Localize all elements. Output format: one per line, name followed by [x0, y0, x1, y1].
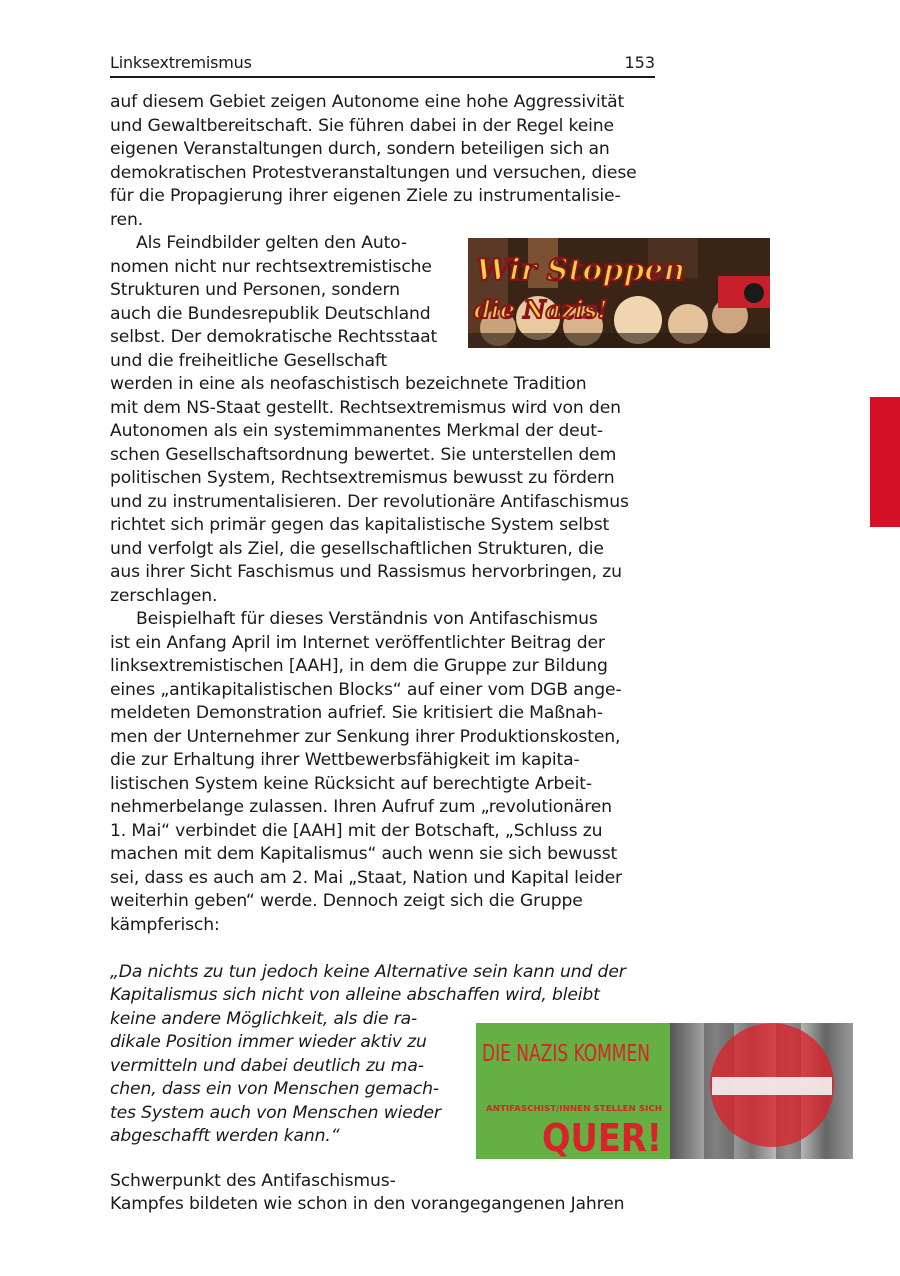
page-number: 153 — [624, 53, 655, 72]
text-line: eigenen Veranstaltungen durch, sondern beteiligen sich an — [110, 139, 610, 159]
quote-line: dikale Position immer wieder aktiv zu — [110, 1032, 427, 1052]
text-line: aus ihrer Sicht Faschismus und Rassismus hervorbringen, zu — [110, 562, 622, 582]
quote-line: chen, dass ein von Menschen gemach- — [110, 1079, 439, 1099]
poster-big-word: QUER! — [542, 1116, 662, 1159]
text-line: richtet sich primär gegen das kapitalistische System selbst — [110, 515, 610, 535]
text-line: zerschlagen. — [110, 586, 218, 606]
cartoon-banner-image — [468, 238, 770, 348]
text-line: men der Unternehmer zur Senkung ihrer Produktionskosten, — [110, 727, 621, 747]
text-line: Als Feindbilder gelten den Auto- — [136, 233, 407, 253]
text-line: Kampfes bildeten wie schon in den vorangegangenen Jahren — [110, 1194, 625, 1214]
poster-small-line: ANTIFASCHIST/INNEN STELLEN SICH — [486, 1104, 662, 1113]
text-line: demokratischen Protestveranstaltungen und versuchen, diese — [110, 163, 637, 183]
text-line: nehmerbelange zulassen. Ihren Aufruf zum „revolutionären — [110, 797, 612, 817]
text-line: mit dem NS-Staat gestellt. Rechtsextremismus wird von den — [110, 398, 621, 418]
text-line: und die freiheitliche Gesellschaft — [110, 351, 388, 371]
quote-line: „Da nichts zu tun jedoch keine Alternative sein kann und der — [110, 962, 626, 982]
quote-line: keine andere Möglichkeit, als die ra- — [110, 1009, 418, 1029]
text-line: linksextremistischen [AAH], in dem die Gruppe zur Bildung — [110, 656, 608, 676]
text-line: machen mit dem Kapitalismus“ auch wenn sie sich bewusst — [110, 844, 618, 864]
text-line: selbst. Der demokratische Rechtsstaat — [110, 327, 438, 347]
text-line: und zu instrumentalisieren. Der revolutionäre Antifaschismus — [110, 492, 629, 512]
header-rule — [110, 76, 655, 78]
quote-line: vermitteln und dabei deutlich zu ma- — [110, 1056, 424, 1076]
text-line: Strukturen und Personen, sondern — [110, 280, 400, 300]
poster-headline: DIE NAZIS KOMMEN — [482, 1041, 650, 1067]
quote-line: Kapitalismus sich nicht von alleine abschaffen wird, bleibt — [110, 985, 600, 1005]
text-line: auch die Bundesrepublik Deutschland — [110, 304, 431, 324]
banner-text-line1: Wir Stoppen — [476, 253, 686, 288]
text-line: sei, dass es auch am 2. Mai „Staat, Nation und Kapital leider — [110, 868, 622, 888]
quote-line: tes System auch von Menschen wieder — [110, 1103, 441, 1123]
quote-line: abgeschafft werden kann.“ — [110, 1126, 340, 1146]
banner-text-line2: die Nazis! — [474, 295, 608, 324]
text-line: Beispielhaft für dieses Verständnis von Antifaschismus — [136, 609, 598, 629]
text-line: weiterhin geben“ werde. Dennoch zeigt sich die Gruppe — [110, 891, 583, 911]
text-line: Autonomen als ein systemimmanentes Merkmal der deut- — [110, 421, 603, 441]
text-line: eines „antikapitalistischen Blocks“ auf einer vom DGB ange- — [110, 680, 622, 700]
cartoon-illustration — [468, 238, 770, 348]
quer-poster-image — [476, 1023, 853, 1159]
text-line: nomen nicht nur rechtsextremistische — [110, 257, 432, 277]
text-line: 1. Mai“ verbindet die [AAH] mit der Botschaft, „Schluss zu — [110, 821, 603, 841]
text-line: werden in eine als neofaschistisch bezeichnete Tradition — [110, 374, 587, 394]
text-line: schen Gesellschaftsordnung bewertet. Sie unterstellen dem — [110, 445, 617, 465]
text-line: auf diesem Gebiet zeigen Autonome eine hohe Aggressivität — [110, 92, 625, 112]
text-line: ist ein Anfang April im Internet veröffentlichter Beitrag der — [110, 633, 605, 653]
text-line: kämpferisch: — [110, 915, 220, 935]
text-line: politischen System, Rechtsextremismus bewusst zu fördern — [110, 468, 615, 488]
text-line: ren. — [110, 210, 144, 230]
text-line: die zur Erhaltung ihrer Wettbewerbsfähigkeit im kapita- — [110, 750, 580, 770]
text-line: für die Propagierung ihrer eigenen Ziele zu instrumentalisie- — [110, 186, 621, 206]
section-tab-marker — [870, 397, 900, 527]
text-line: listischen System keine Rücksicht auf berechtigte Arbeit- — [110, 774, 592, 794]
poster-graphics — [476, 1023, 853, 1159]
text-line: meldeten Demonstration aufrief. Sie kritisiert die Maßnah- — [110, 703, 603, 723]
text-line: und verfolgt als Ziel, die gesellschaftlichen Strukturen, die — [110, 539, 604, 559]
section-title: Linksextremismus — [110, 53, 252, 72]
text-line: und Gewaltbereitschaft. Sie führen dabei in der Regel keine — [110, 116, 614, 136]
text-line: Schwerpunkt des Antifaschismus- — [110, 1171, 396, 1191]
